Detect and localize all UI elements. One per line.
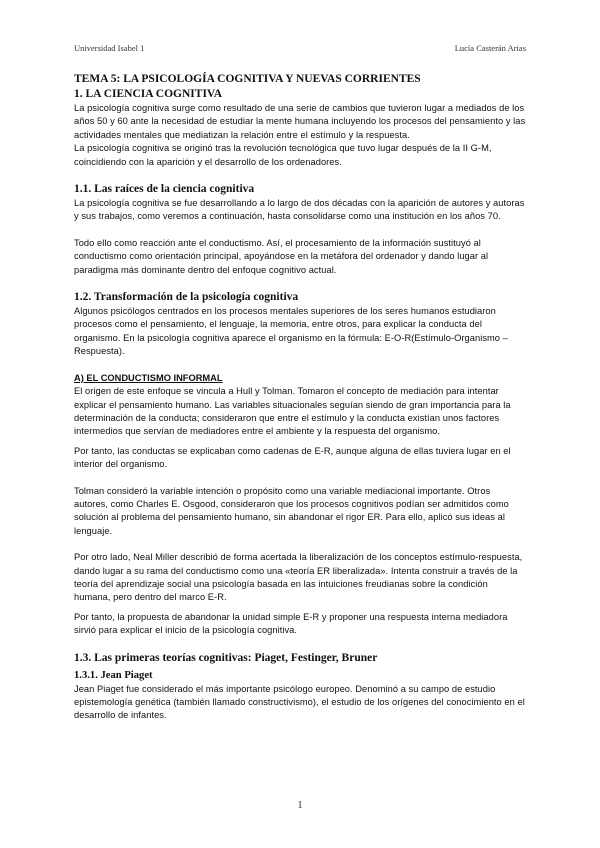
section-1-1-paragraph-2: Todo ello como reacción ante el conductismo. Así, el procesamiento de la información sustituyó al conductismo como orientación principal, apoyándose en la metáfora del ordenador y dando lugar al paradigma más dominante dentro del enfoque cognitivo actual.	[74, 237, 489, 275]
subsection-a-paragraph-3: Tolman consideró la variable intención o propósito como una variable mediacional importante. Otros autores, como Charles E. Osgood, consideraron que los procesos cognitivos podían ser admitidos como solución al problema del pensamiento humano, sin abandonar el rigor ER. Para ello, aplicó sus ideas al lenguaje.	[74, 485, 509, 536]
subsection-a-paragraph-1: El origen de este enfoque se vincula a Hull y Tolman. Tomaron el concepto de mediación para intentar explicar el pensamiento humano. Las variables situacionales seguían siendo de gran importancia para la determinación de la conducta; consideraron que entre el estímulo y la conducta existían unos factores intermedios que servían de mediadores entre el ambiente y la respuesta del organismo.	[74, 386, 511, 437]
section-1-2-paragraph-1: Algunos psicólogos centrados en los procesos mentales superiores de los seres humanos estudiaron procesos como el pensamiento, el lenguaje, la memoria, entre otros, para explicar la conducta del organismo. En la psicología cognitiva aparece el organismo en la fórmula: E-O-R(Estímulo-Organismo – Respuesta).	[74, 306, 508, 357]
document-body	[74, 72, 526, 723]
page-number: 1	[297, 800, 303, 811]
subsection-a-paragraph-2: Por tanto, las conductas se explicaban como cadenas de E-R, aunque alguna de ellas tuviera lugar en el interior del organismo.	[74, 445, 511, 470]
section-1-3-1-paragraph-1: Jean Piaget fue considerado el más importante psicólogo europeo. Denominó a su campo de estudio epistemología genética (también llamado constructivismo), el estudio de los orígenes del conocimiento en el desarrollo de infantes.	[74, 683, 525, 721]
subsection-a-paragraph-4: Por otro lado, Neal Miller describió de forma acertada la liberalización de los conceptos estímulo-respuesta, dando lugar a su rama del conductismo como una «teoría ER liberalizada». Intenta construir a través de la teoría del aprendizaje social una psicología basada en las intuiciones freudianas sobre la condición humana, pero dentro del marco E-R.	[74, 552, 523, 603]
subsection-a-heading: A) EL CONDUCTISMO INFORMAL	[74, 372, 223, 383]
section-1-paragraph-1: La psicología cognitiva surge como resultado de una serie de cambios que tuvieron lugar a mediados de los años 50 y 60 ante la necesidad de estudiar la mente humana incluyendo los procesos del pensamiento y las actividades mentales que mediatizan la relación entre el estímulo y la respuesta.	[74, 103, 526, 140]
document-title: TEMA 5: LA PSICOLOGÍA COGNITIVA Y NUEVAS CORRIENTES	[74, 73, 421, 85]
section-1-1-heading: 1.1. Las raíces de la ciencia cognitiva	[74, 183, 255, 196]
header-author: Lucía Casterán Arias	[454, 43, 526, 53]
header-institution: Universidad Isabel 1	[74, 43, 145, 53]
section-1-3-1-heading: 1.3.1. Jean Piaget	[74, 669, 153, 681]
section-1-3-heading: 1.3. Las primeras teorías cognitivas: Piaget, Festinger, Bruner	[74, 651, 378, 664]
section-1-heading: 1. LA CIENCIA COGNITIVA	[74, 88, 223, 100]
section-1-1-paragraph-1: La psicología cognitiva se fue desarrollando a lo largo de dos décadas con la aparición de autores y autoras y sus trabajos, como veremos a continuación, hasta consolidarse como una institución en los años 70.	[74, 198, 525, 222]
subsection-a-paragraph-5: Por tanto, la propuesta de abandonar la unidad simple E-R y proponer una respuesta interna mediadora sirvió para explicar el inicio de la psicología cognitiva.	[74, 611, 508, 636]
section-1-paragraph-2: La psicología cognitiva se originó tras la revolución tecnológica que tuvo lugar después de la II G-M, coincidiendo con la aparición y el desarrollo de los ordenadores.	[74, 143, 492, 167]
section-1-2-heading: 1.2. Transformación de la psicología cognitiva	[74, 291, 299, 304]
